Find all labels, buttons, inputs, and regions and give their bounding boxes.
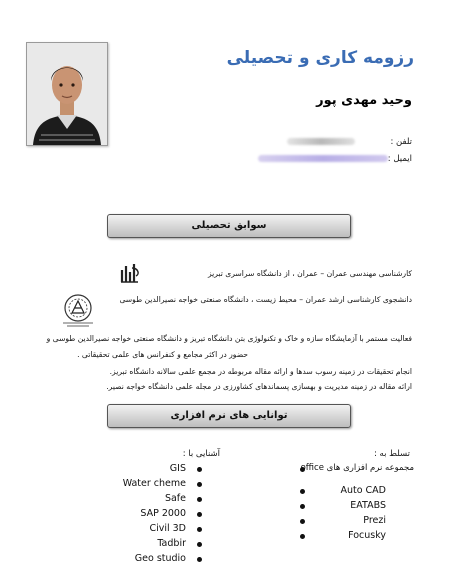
software-section-header bbox=[107, 404, 351, 428]
education-section-title: سوابق تحصیلی bbox=[191, 220, 267, 231]
activity-line-1: فعالیت مستمر با آزمایشگاه سازه و خاک و تکنولوژی بتن دانشگاه تبریز و دانشگاه صنعتی خواجه نصیرالدین طوسی و bbox=[46, 334, 412, 343]
mastery-label: تسلط به : bbox=[373, 449, 410, 459]
tabriz-university-logo-icon bbox=[118, 262, 142, 284]
activity-line-2: حضور در اکثر مجامع و کنفرانس های علمی تحقیقاتی . bbox=[77, 350, 248, 359]
mastery-list bbox=[300, 461, 420, 543]
list-item: Prezi bbox=[300, 513, 420, 528]
kntu-university-logo-icon bbox=[58, 293, 98, 327]
page-title: رزومه کاری و تحصیلی bbox=[226, 48, 414, 68]
email-label: ایمیل : bbox=[387, 154, 412, 164]
familiar-list bbox=[100, 461, 210, 566]
list-item: Safe bbox=[100, 491, 210, 506]
degree-master: دانشجوی کارشناسی ارشد عمران – محیط زیست ، دانشگاه صنعتی خواجه نصیرالدین طوسی bbox=[119, 295, 412, 304]
familiar-label: آشنایی با : bbox=[182, 449, 220, 459]
list-item: Auto CAD bbox=[300, 483, 420, 498]
phone-value-redacted bbox=[287, 138, 355, 145]
list-item: GIS bbox=[100, 461, 210, 476]
list-item: SAP 2000 bbox=[100, 506, 210, 521]
list-item: Focusky bbox=[300, 528, 420, 543]
list-item: Water cheme bbox=[100, 476, 210, 491]
email-value-redacted bbox=[258, 155, 388, 162]
education-section-header bbox=[107, 214, 351, 238]
software-section-title: توانایی های نرم افزاری bbox=[170, 410, 288, 421]
phone-label: تلفن : bbox=[390, 137, 412, 147]
list-item: Tadbir bbox=[100, 536, 210, 551]
person-name: وحید مهدی پور bbox=[316, 93, 412, 108]
profile-photo bbox=[26, 42, 108, 146]
activity-line-4: ارائه مقاله در زمینه مدیریت و بهسازی پسماندهای کشاورزی در مجله علمی دانشگاه خواجه نصیر. bbox=[106, 382, 412, 391]
list-item: مجموعه نرم افزاری های office bbox=[300, 463, 414, 473]
list-item: EATABS bbox=[300, 498, 420, 513]
list-item: Civil 3D bbox=[100, 521, 210, 536]
activity-line-3: انجام تحقیقات در زمینه رسوب سدها و ارائه مقاله مربوطه در مجمع علمی سالانه دانشگاه تبریز. bbox=[109, 367, 412, 376]
degree-bachelor: کارشناسی مهندسی عمران – عمران ، از دانشگاه سراسری تبریز bbox=[207, 269, 412, 278]
list-item: Geo studio bbox=[100, 551, 210, 566]
